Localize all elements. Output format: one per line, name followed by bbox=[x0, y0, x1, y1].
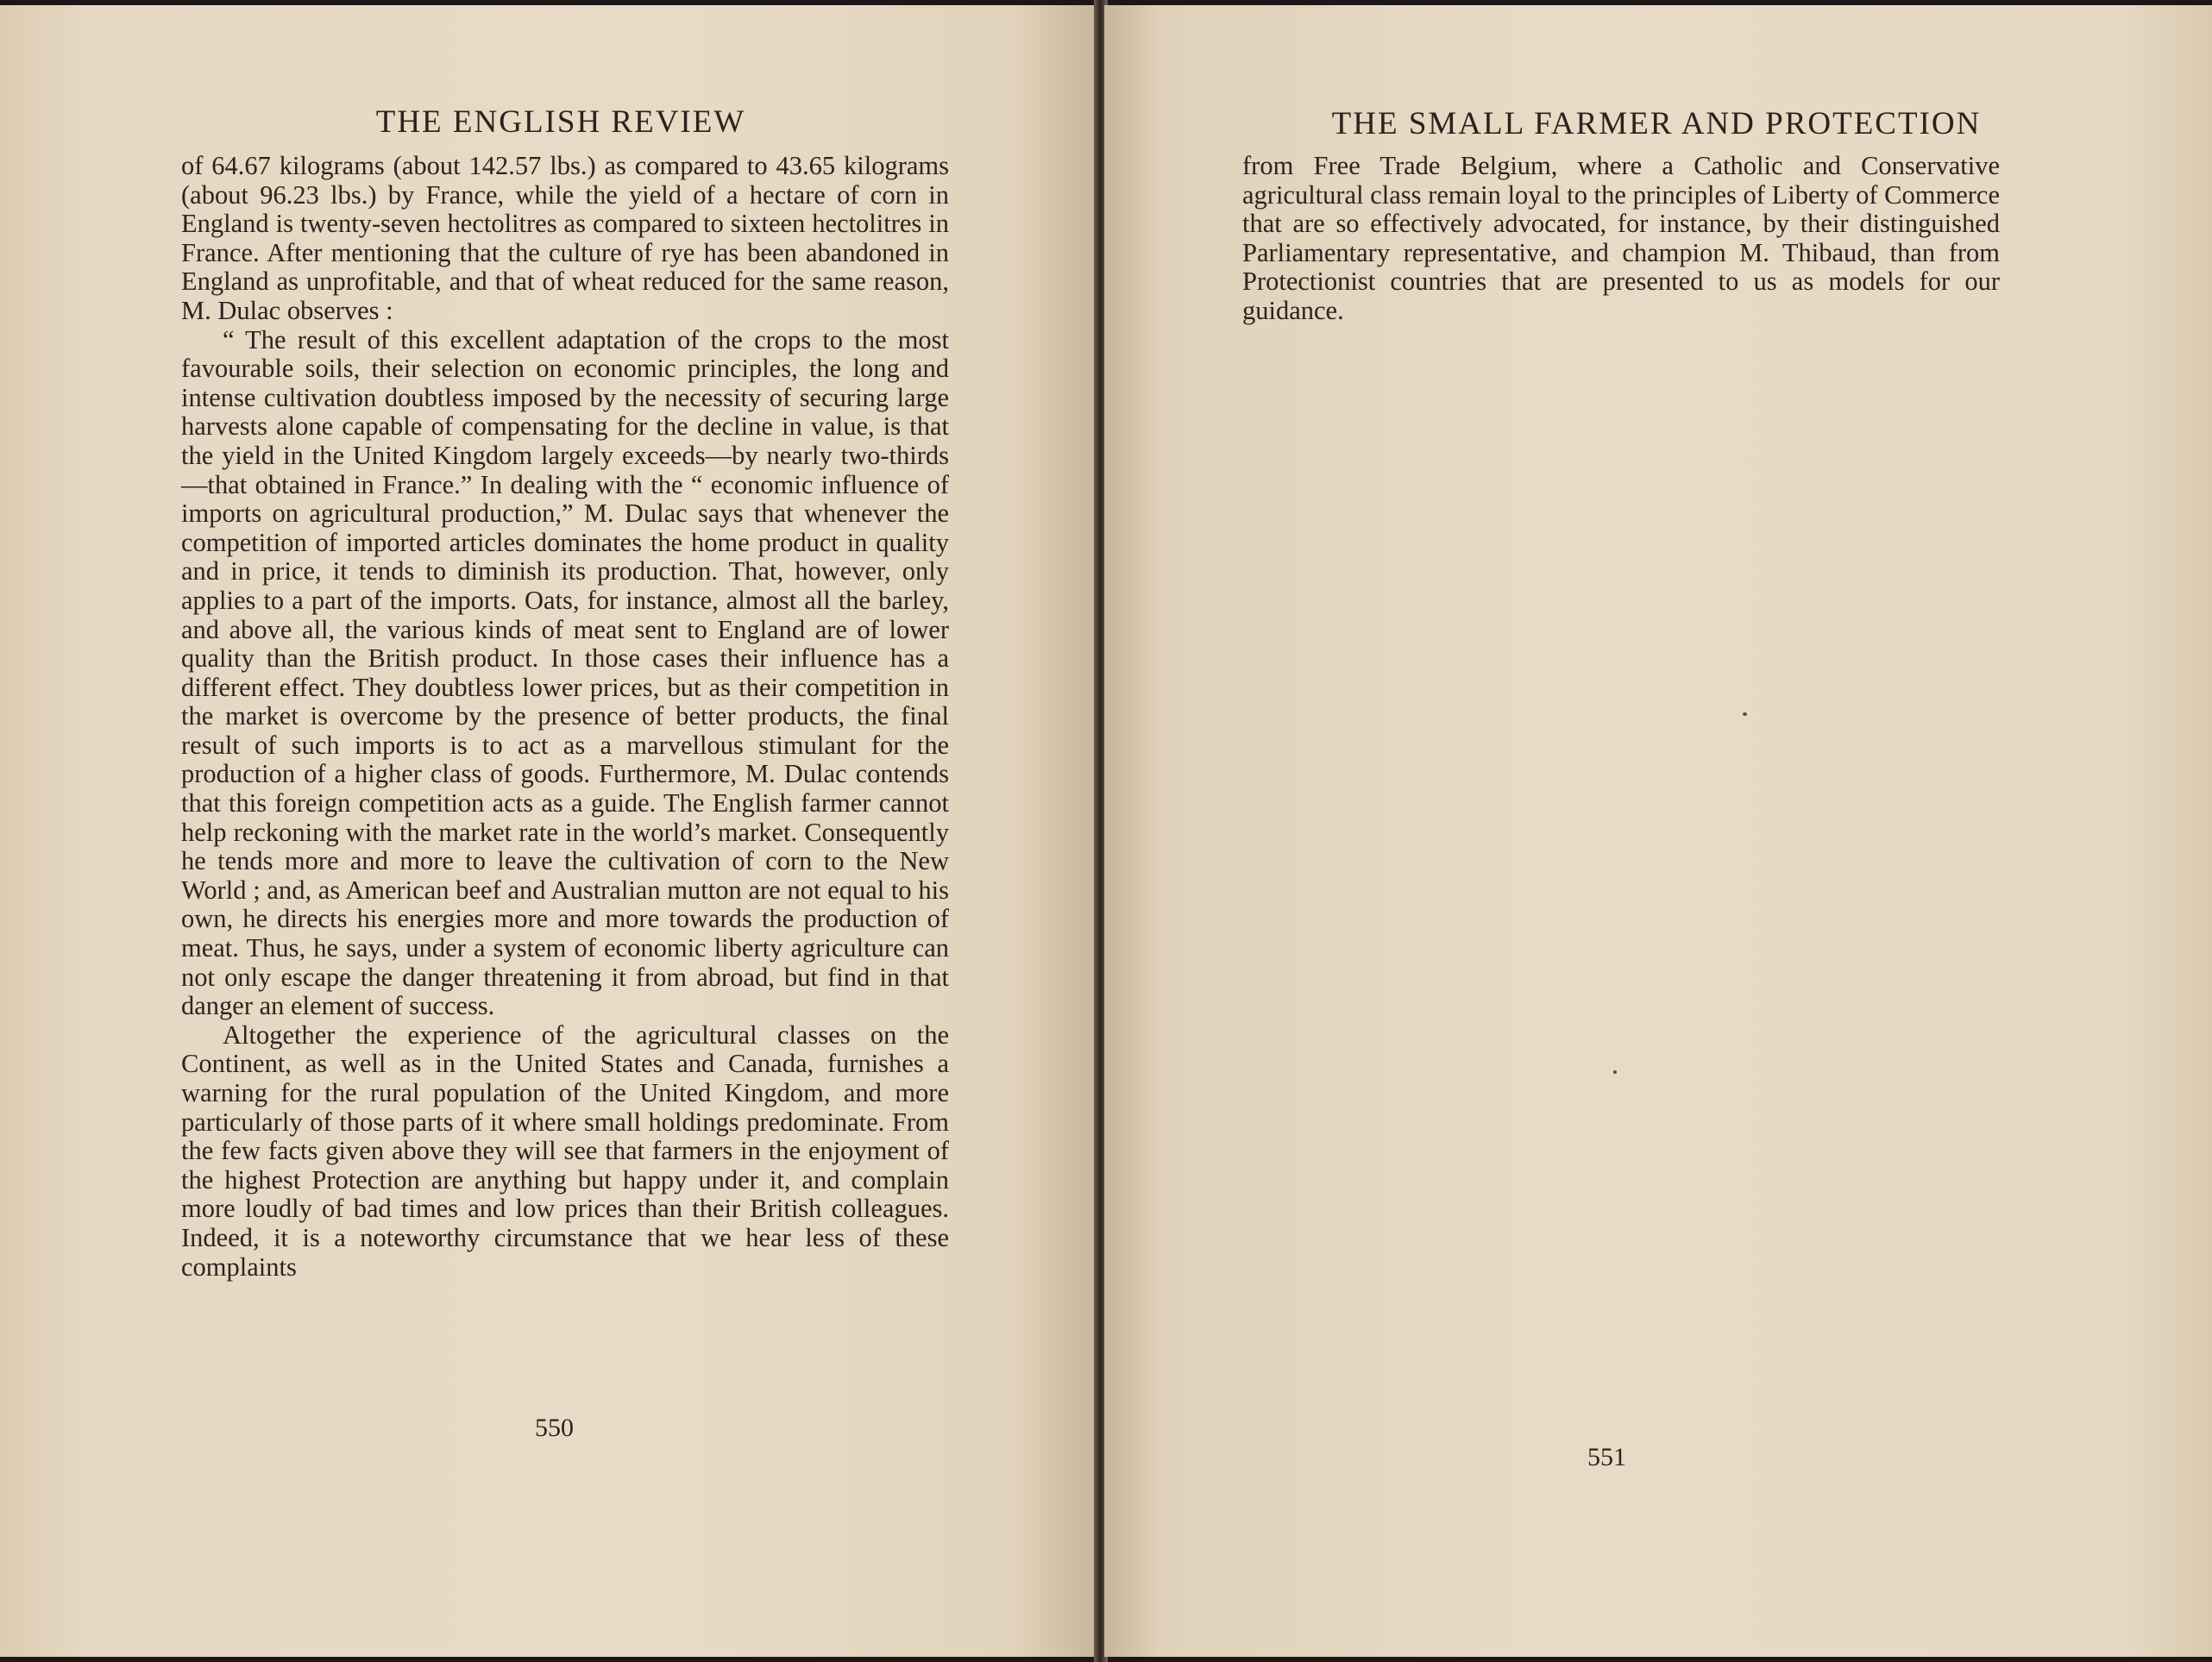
left-page bbox=[0, 5, 1097, 1657]
paragraph: from Free Trade Belgium, where a Catholic and Conservative agricultural class remain loyal to the principles of Liberty of Commerce that are so effectively advocated, for instance, by their distinguished Parliamentary representative, and champion M. Thibaud, than from Protectionist countries that are presented to us as models for our guidance. bbox=[1242, 151, 2000, 325]
page-number-left: 550 bbox=[535, 1414, 574, 1442]
paragraph: Altogether the experience of the agricultural classes on the Continent, as well as in the United States and Canada, furnishes a warning for the rural population of the United Kingdom, and more particularly of those parts of it where small holdings predominate. From the few facts given above they will see that farmers in the enjoyment of the highest Protection are anything but happy under it, and complain more loudly of bad times and low prices than their British colleagues. Indeed, it is a noteworthy circumstance that we hear less of these complaints bbox=[181, 1019, 949, 1282]
running-head-left: THE ENGLISH REVIEW bbox=[375, 104, 746, 140]
paragraph: of 64.67 kilograms (about 142.57 lbs.) as compared to 43.65 kilograms (about 96.23 lbs.) by France, while the yield of a hectare of corn in England is twenty-seven hectolitres as compared to sixteen hectolitres in France. After mentioning that the culture of rye has been abandoned in England as unprofitable, and that of wheat reduced for the same reason, M. Dulac observes : bbox=[181, 151, 949, 325]
paragraph: “ The result of this excellent adaptation of the crops to the most favourable soils, their selection on economic principles, the long and intense cultivation doubtless imposed by the necessity of securing large harvests alone capable of compensating for the decline in value, is that the yield in the United Kingdom largely exceeds—by nearly two-thirds—that obtained in France.” In dealing with the “ economic influence of imports on agricultural production,” M. Dulac says that whenever the competition of imported articles dominates the home product in quality and in price, it tends to diminish its production. That, however, only applies to a part of the imports. Oats, for instance, almost all the barley, and above all, the various kinds of meat sent to England are of lower quality than the British product. In those cases their influence has a different effect. They doubtless lower prices, but as their competition in the market is overcome by the presence of better products, the final result of such imports is to act as a marvellous stimulant for the production of a higher class of goods. Furthermore, M. Dulac contends that this foreign competition acts as a guide. The English farmer cannot help reckoning with the market rate in the world’s market. Consequently he tends more and more to leave the cultivation of corn to the New World ; and, as American beef and Australian mutton are not equal to his own, he directs his energies more and more towards the production of meat. Thus, he says, under a system of economic liberty agriculture can not only escape the danger threatening it from abroad, but find in that danger an element of success. bbox=[181, 324, 949, 1021]
right-page-text bbox=[1242, 152, 2000, 326]
running-head-right: THE SMALL FARMER AND PROTECTION bbox=[1331, 106, 1982, 141]
page-number-right: 551 bbox=[1587, 1443, 1626, 1471]
paper-speck bbox=[1613, 1070, 1617, 1074]
paper-speck bbox=[1743, 712, 1747, 716]
right-page bbox=[1104, 5, 2212, 1657]
left-page-text bbox=[181, 152, 949, 1282]
